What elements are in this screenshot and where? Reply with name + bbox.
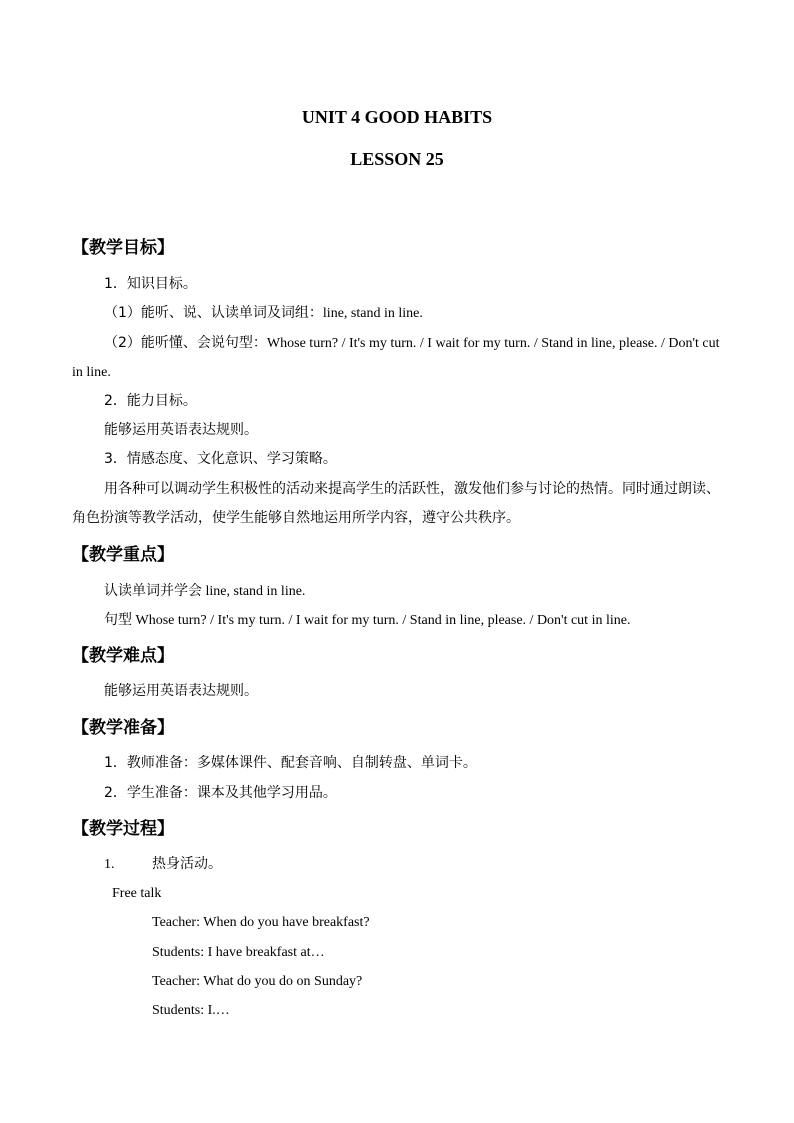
objective-sub1-words: line, stand in line. bbox=[322, 306, 423, 321]
preparation-teacher: 1．教师准备：多媒体课件、配套音响、自制转盘、单词卡。 bbox=[104, 755, 477, 771]
dialogue-line: Students: I have breakfast at… bbox=[152, 945, 325, 960]
key-point-sentences bbox=[104, 611, 630, 630]
free-talk-label: Free talk bbox=[112, 886, 162, 901]
process-step-1-text: 热身活动。 bbox=[152, 856, 222, 872]
objective-knowledge: 1．知识目标。 bbox=[104, 276, 197, 292]
key-point-words-en: line, stand in line. bbox=[202, 584, 306, 599]
key-points-heading: 【教学重点】 bbox=[72, 545, 174, 565]
objective-attitude-text: 用各种可以调动学生积极性的活动来提高学生的活跃性，激发他们参与讨论的热情。同时通过朗读、角色扮演等教学活动，使学生能够自然地运用所学内容，遵守公共秩序。 bbox=[72, 481, 720, 526]
objective-sub1 bbox=[104, 304, 423, 323]
key-point-words bbox=[104, 582, 305, 601]
unit-title: UNIT 4 GOOD HABITS bbox=[301, 107, 493, 127]
objective-ability: 2．能力目标。 bbox=[104, 393, 197, 409]
preparation-heading: 【教学准备】 bbox=[72, 718, 174, 738]
key-point-sentences-prefix: 句型 bbox=[104, 612, 132, 628]
difficulty-text: 能够运用英语表达规则。 bbox=[104, 683, 258, 699]
key-point-sentences-en: Whose turn? / It's my turn. / I wait for my turn. / Stand in line, please. / Don't cut in line. bbox=[132, 613, 631, 628]
objective-attitude: 3．情感态度、文化意识、学习策略。 bbox=[104, 451, 337, 467]
process-step-1-number: 1. bbox=[104, 857, 115, 872]
objective-sub2 bbox=[72, 329, 722, 387]
objective-sub2-sentences: Whose turn? / It's my turn. / I wait for my turn. / Stand in line, please. / Don't cut in line. bbox=[72, 336, 720, 380]
lesson-title: LESSON 25 bbox=[350, 149, 444, 169]
process-heading: 【教学过程】 bbox=[72, 819, 174, 839]
key-point-words-prefix: 认读单词并学会 bbox=[104, 583, 202, 599]
process-step-1 bbox=[104, 855, 222, 874]
objectives-heading: 【教学目标】 bbox=[72, 238, 174, 258]
preparation-student: 2．学生准备：课本及其他学习用品。 bbox=[104, 785, 337, 801]
objective-ability-text: 能够运用英语表达规则。 bbox=[104, 422, 258, 438]
dialogue-line: Students: I.… bbox=[152, 1003, 230, 1018]
objective-sub2-prefix: （2）能听懂、会说句型： bbox=[104, 335, 267, 351]
objective-sub1-prefix: （1）能听、说、认读单词及词组： bbox=[104, 305, 323, 321]
dialogue-line: Teacher: What do you do on Sunday? bbox=[152, 974, 363, 989]
dialogue-line: Teacher: When do you have breakfast? bbox=[152, 915, 370, 930]
difficulties-heading: 【教学难点】 bbox=[72, 646, 174, 666]
